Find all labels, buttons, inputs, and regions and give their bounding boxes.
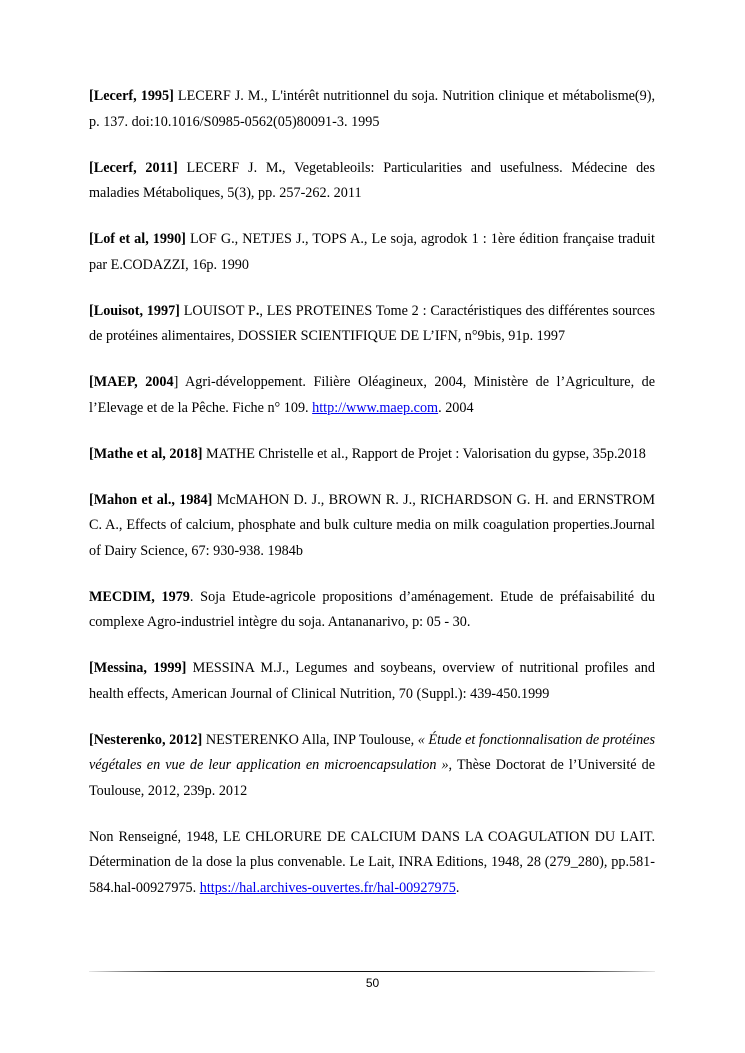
reference-key: [Lof et al, 1990]	[89, 231, 186, 247]
reference-text-bold: .	[278, 159, 283, 176]
reference-key: [MAEP, 2004	[89, 374, 174, 390]
reference-key: [Mahon et al., 1984]	[89, 491, 213, 508]
reference-text: LOUISOT P	[179, 302, 256, 319]
reference-mathe-2018	[89, 442, 655, 468]
reference-nesterenko-2012	[89, 728, 655, 805]
reference-list	[89, 84, 655, 901]
reference-key: [Lecerf, 2011]	[89, 159, 178, 176]
reference-text: McMAHON D. J., BROWN R. J., RICHARDSON G. H. and ERNSTROM C. A., Effects of calcium, phosphate and bulk culture media on milk coagulation properties.Journal of Dairy Science, 67: 930-938. 1984b	[89, 491, 655, 559]
footer-divider	[89, 971, 655, 972]
reference-text: . Soja Etude-agricole propositions d’aménagement. Etude de préfaisabilité du complexe Agro-industriel intègre du soja. Antananarivo, p: 05 - 30.	[89, 588, 655, 630]
reference-lecerf-1995	[89, 84, 655, 135]
reference-text: LECERF J. M	[177, 159, 279, 176]
reference-lof-1990	[89, 227, 655, 278]
reference-text: Non Renseigné, 1948, LE CHLORURE DE CALCIUM DANS LA COAGULATION DU LAIT. Détermination de la dose la plus convenable. Le Lait, INRA Editions, 1948, 28 (279_280), pp.581-584.hal-00927975.	[89, 828, 655, 896]
reference-text-bold: .	[255, 302, 260, 319]
page-number: 50	[365, 976, 380, 990]
hal-link[interactable]: https://hal.archives-ouvertes.fr/hal-00927975	[199, 879, 456, 896]
reference-key: [Nesterenko, 2012]	[89, 731, 203, 748]
reference-maep-2004	[89, 370, 655, 421]
reference-text: , LES PROTEINES Tome 2 : Caractéristiques des différentes sources de protéines alimentaires, DOSSIER SCIENTIFIQUE DE L’IFN, n°9bis, 91p. 1997	[89, 302, 655, 344]
reference-mahon-1984	[89, 488, 655, 565]
reference-key: MECDIM, 1979	[89, 588, 190, 605]
reference-lecerf-2011	[89, 156, 655, 207]
reference-title-italic: « Étude et fonctionnalisation de protéines végétales en vue de leur application en microencapsulation »	[89, 731, 655, 773]
reference-text: , Vegetableoils: Particularities and usefulness. Médecine des maladies Métaboliques, 5(3), pp. 257-262. 2011	[89, 159, 655, 201]
reference-key: [Mathe et al, 2018]	[89, 445, 203, 462]
reference-text: .	[455, 879, 460, 896]
reference-louisot-1997	[89, 299, 655, 350]
reference-key: [Lecerf, 1995]	[89, 88, 174, 104]
reference-mecdim-1979	[89, 585, 655, 636]
reference-text: ] Agri-développement. Filière Oléagineux, 2004, Ministère de l’Agriculture, de l’Elevage et de la Pêche. Fiche n° 109.	[89, 374, 655, 416]
reference-text: LECERF J. M., L'intérêt nutritionnel du soja. Nutrition clinique et métabolisme(9), p. 137. doi:10.1016/S0985-0562(05)80091-3. 1995	[89, 88, 655, 130]
reference-key: [Louisot, 1997]	[89, 302, 180, 319]
reference-non-renseigne-1948	[89, 825, 655, 902]
reference-messina-1999	[89, 656, 655, 707]
reference-text: MATHE Christelle et al., Rapport de Projet : Valorisation du gypse, 35p.2018	[202, 445, 646, 462]
maep-link[interactable]: http://www.maep.com	[312, 399, 439, 416]
reference-text: MESSINA M.J., Legumes and soybeans, overview of nutritional profiles and health effects, American Journal of Clinical Nutrition, 70 (Suppl.): 439-450.1999	[89, 660, 655, 702]
reference-text: LOF G., NETJES J., TOPS A., Le soja, agrodok 1 : 1ère édition française traduit par E.CODAZZI, 16p. 1990	[89, 231, 655, 273]
reference-key: [Messina, 1999]	[89, 660, 187, 676]
reference-text: , Thèse Doctorat de l’Université de Toulouse, 2012, 239p. 2012	[89, 757, 655, 799]
reference-text: NESTERENKO Alla, INP Toulouse,	[202, 731, 418, 748]
reference-text: . 2004	[438, 399, 474, 416]
